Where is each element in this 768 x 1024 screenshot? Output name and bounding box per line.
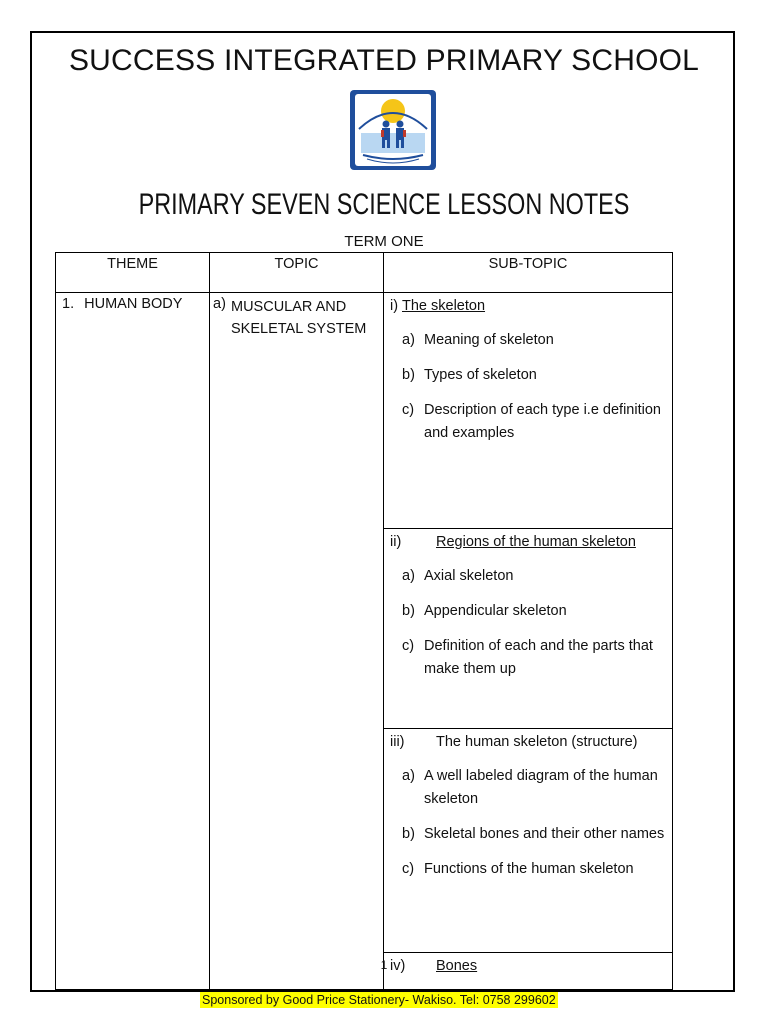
subtopic-items (390, 329, 668, 445)
theme-label: HUMAN BODY (84, 296, 183, 312)
subtopic-number: i) (390, 298, 399, 314)
table-header-row (56, 253, 673, 293)
list-item (390, 399, 668, 445)
list-item-text: Description of each type i.e definition and examples (424, 402, 661, 441)
subtopic-title: Bones (436, 958, 478, 974)
list-item-letter: c) (402, 638, 415, 654)
list-item-letter: c) (402, 861, 415, 877)
list-item-letter: a) (402, 568, 415, 584)
list-item (390, 329, 668, 352)
subtopic-title: Regions of the human skeleton (436, 534, 636, 550)
list-item-text: Meaning of skeleton (424, 332, 554, 348)
topic-label: MUSCULAR AND SKELETAL SYSTEM (231, 299, 367, 337)
subtopic-heading (390, 731, 668, 753)
list-item (390, 823, 668, 846)
theme-marker: 1. (62, 296, 75, 312)
subtopic-section (384, 293, 672, 529)
list-item-letter: b) (402, 367, 415, 383)
curriculum-table (55, 252, 673, 990)
subtopic-items (390, 565, 668, 681)
subtopic-heading (390, 531, 668, 553)
school-name: SUCCESS INTEGRATED PRIMARY SCHOOL (68, 44, 700, 77)
column-header-theme: THEME (56, 253, 210, 293)
subtopic-section (384, 729, 672, 953)
list-item-text: Definition of each and the parts that make them up (424, 638, 653, 677)
list-item-letter: b) (402, 603, 415, 619)
list-item-text: Axial skeleton (424, 568, 514, 584)
school-crest-logo (349, 89, 437, 171)
list-item (390, 635, 668, 681)
column-header-topic: TOPIC (210, 253, 384, 293)
subtopic-section (384, 529, 672, 729)
list-item (390, 364, 668, 387)
column-header-subtopic: SUB-TOPIC (384, 253, 673, 293)
list-item-text: A well labeled diagram of the human skeleton (424, 768, 658, 807)
subtopic-number: iii) (390, 734, 405, 750)
topic-marker: a) (213, 296, 226, 312)
subtopic-cell (384, 293, 673, 990)
theme-cell (56, 293, 210, 990)
list-item (390, 765, 668, 811)
subtopic-title: The human skeleton (structure) (436, 734, 638, 750)
list-item (390, 565, 668, 588)
subtopic-title: The skeleton (402, 298, 486, 314)
document-title: PRIMARY SEVEN SCIENCE LESSON NOTES (138, 188, 630, 221)
list-item-text: Appendicular skeleton (424, 603, 567, 619)
subtopic-number: iv) (390, 958, 406, 974)
list-item-text: Functions of the human skeleton (424, 861, 634, 877)
list-item-text: Skeletal bones and their other names (424, 826, 665, 842)
list-item-letter: a) (402, 332, 415, 348)
sponsor-banner: Sponsored by Good Price Stationery- Wakiso. Tel: 0758 299602 (202, 993, 556, 1007)
topic-cell (210, 293, 384, 990)
list-item-letter: a) (402, 768, 415, 784)
term-label: TERM ONE (344, 233, 424, 250)
list-item-text: Types of skeleton (424, 367, 537, 383)
list-item (390, 858, 668, 881)
subtopic-heading (390, 295, 668, 317)
list-item-letter: c) (402, 402, 415, 418)
subtopic-sections (384, 293, 672, 989)
subtopic-number: ii) (390, 534, 402, 550)
table-row (56, 293, 673, 990)
page-number: 1 (380, 958, 388, 972)
subtopic-items (390, 765, 668, 881)
list-item (390, 600, 668, 623)
list-item-letter: b) (402, 826, 415, 842)
